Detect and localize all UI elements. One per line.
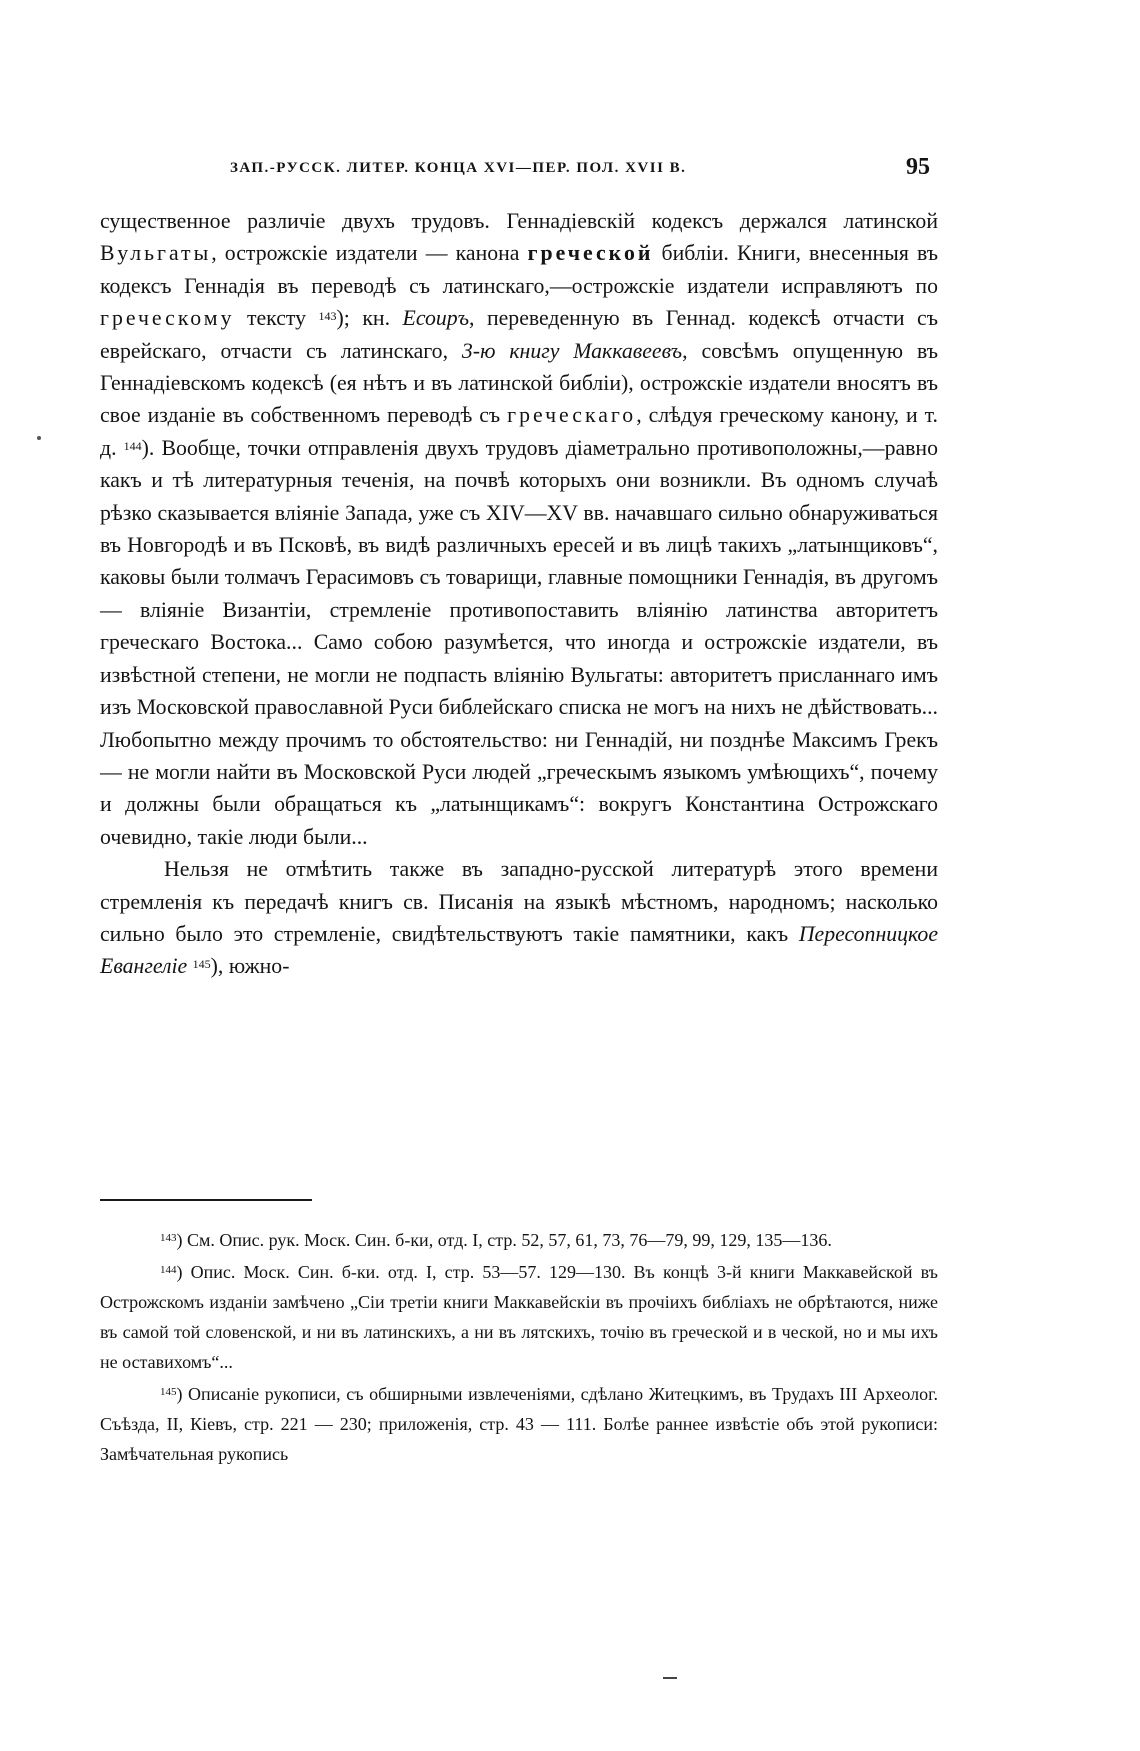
footnote-ref: 144 [123, 438, 142, 453]
text-run-spaced: греческому [100, 306, 235, 331]
text-run: существенное различіе двухъ трудовъ. Геннадіевскій кодексъ держался латинской [100, 209, 938, 233]
footnote-144 [100, 1257, 938, 1377]
text-run [187, 954, 192, 978]
text-run: ); кн. [336, 306, 403, 331]
footnote-mark: 143 [160, 1232, 177, 1244]
text-run-italic: Есоиръ [402, 306, 470, 331]
text-run-italic: Пересопницкое Евангеліе [100, 921, 938, 979]
text-run: Нельзя не отмѣтить также въ западно-русской литературѣ этого времени стремленія къ передачѣ книгъ св. Писанія на языкѣ мѣстномъ, народномъ; насколько сильно было это стремленіе, свидѣтельствуютъ такіе памятники, какъ [100, 857, 938, 946]
footnote-text: ) См. Опис. рук. Моск. Син. б-ки, отд. I, стр. 52, 57, 61, 73, 76—79, 99, 129, 135—136. [176, 1230, 832, 1250]
footnote-145 [100, 1379, 938, 1469]
running-header [230, 154, 930, 190]
footnotes [100, 1225, 938, 1471]
text-run: библіи. Книги, внесенныя въ кодексъ Геннадія въ переводѣ съ латинскаго,—острожскіе издатели исправляютъ по [100, 241, 938, 298]
paragraph-2 [100, 853, 938, 983]
footnote-divider [100, 1199, 312, 1201]
footnote-ref: 145 [192, 957, 211, 972]
text-run-spaced: греческаго [507, 403, 637, 428]
text-run: ), южно- [210, 954, 290, 979]
text-run: , совсѣмъ опущенную въ Геннадіевскомъ кодексѣ (ея нѣтъ и въ латинской библіи), острожскіе издатели вносятъ въ свое изданіе въ собственномъ переводѣ съ [100, 338, 938, 428]
text-run-spaced: Вульгаты [100, 241, 212, 266]
footnote-143 [100, 1225, 938, 1255]
paragraph-1 [100, 205, 938, 853]
text-run: тексту [234, 306, 319, 331]
text-run-italic: 3-ю книгу Маккавеевъ [461, 338, 683, 363]
text-run: , острожскіе издатели — канона [211, 241, 528, 266]
footnote-ref: 143 [318, 309, 337, 324]
footnote-mark: 145 [160, 1386, 177, 1398]
footnote-text: ) Описаніе рукописи, съ обширными извлеченіями, сдѣлано Житецкимъ, въ Трудахъ III Археолог. Съѣзда, II, Кіевъ, стр. 221 — 230; приложенія, стр. 43 — 111. Болѣе раннее извѣстіе объ этой рукописи: Замѣчательная рукопись [100, 1384, 938, 1464]
text-run: ). Вообще, точки отправленія двухъ трудовъ діаметрально противоположны,—равно какъ и тѣ литературныя теченія, на почвѣ которыхъ они возникли. Въ одномъ случаѣ рѣзко сказывается вліяніе Запада, уже съ XIV—XV вв. начавшаго сильно обнаруживаться въ Новгородѣ и въ Псковѣ, въ видѣ различныхъ ересей и въ лицѣ такихъ „латынщиковъ“, каковы были толмачъ Герасимовъ съ товарищи, главные помощники Геннадія, въ другомъ — вліяніе Византіи, стремленіе противопоставить вліянію латинства авторитетъ греческаго Востока... Само собою разумѣется, что иногда и острожскіе издатели, въ извѣстной степени, не могли не подпасть вліянію Вульгаты: авторитетъ присланнаго имъ изъ Московской православной Руси библейскаго списка не могъ на нихъ не дѣйствовать... Любопытно между прочимъ то обстоятельство: ни Геннадій, ни позднѣе Максимъ Грекъ — не могли найти въ Московской Руси людей „греческымъ языкомъ умѣющихъ“, почему и должны были обращаться къ „латынщикамъ“: вокругъ Константина Острожскаго очевидно, такіе люди были... [100, 435, 938, 849]
page-number: 95 [906, 154, 930, 180]
main-text [100, 205, 938, 983]
footnote-mark: 144 [160, 1264, 177, 1276]
footnote-text: ) Опис. Моск. Син. б-ки. отд. I, стр. 53—57. 129—130. Въ концѣ 3-й книги Маккавейской въ Острожскомъ изданіи замѣчено „Сіи третіи книги Маккавейскіи въ прочіихъ библіахъ не обрѣтаются, ниже въ самой той словенской, и ни въ латинскихъ, а ни въ лятскихъ, точію въ греческой и в ческой, но и мы ихъ не оставихомъ“... [100, 1262, 938, 1372]
margin-dot [37, 436, 41, 440]
bottom-mark [663, 1677, 677, 1679]
text-run-spaced: греческой [527, 241, 654, 266]
text-run: , слѣдуя греческому канону, и т. д. [100, 403, 938, 460]
running-title: ЗАП.-РУССК. ЛИТЕР. КОНЦА XVI—ПЕР. ПОЛ. XVII В. [230, 160, 687, 176]
text-run: , переведенную въ Геннад. кодексѣ отчасти съ еврейскаго, отчасти съ латинскаго, [100, 306, 938, 363]
